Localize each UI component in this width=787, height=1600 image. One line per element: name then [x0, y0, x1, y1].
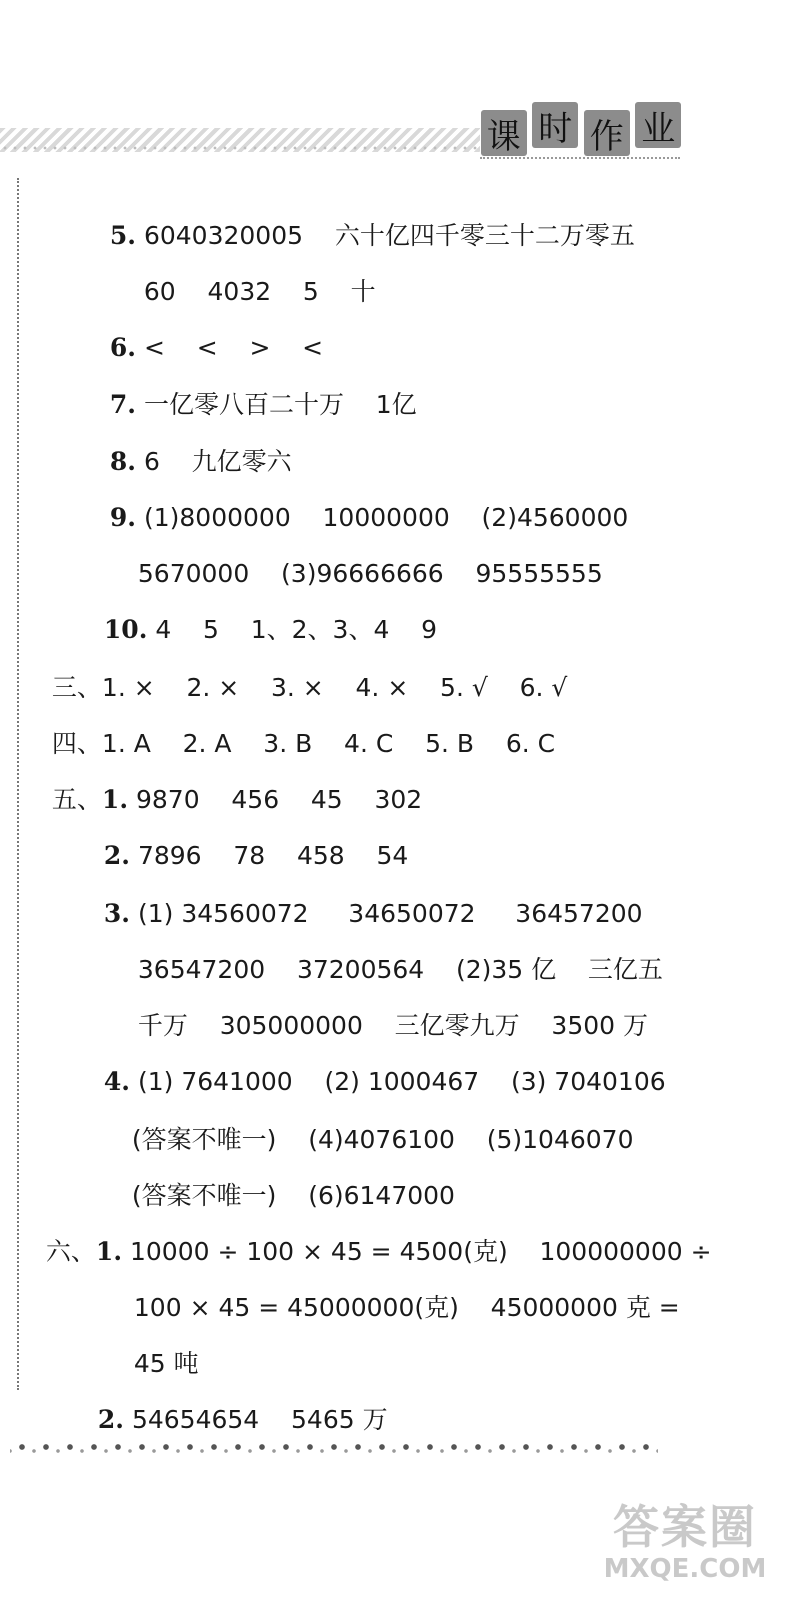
section-line-5: 五、1. 9870 456 45 302: [51, 785, 423, 814]
answer-line: 10. 4 5 1、2、3、4 9: [103, 615, 438, 644]
answer-line: 100 × 45 = 45000000(克) 45000000 克 =: [133, 1293, 680, 1322]
answer-line: 45 吨: [133, 1349, 199, 1378]
answer-line: 9. (1)8000000 10000000 (2)4560000: [109, 503, 629, 532]
answer-line: 3. (1) 34560072 34650072 36457200: [103, 899, 643, 928]
answer-line: 4. (1) 7641000 (2) 1000467 (3) 7040106: [103, 1067, 666, 1096]
title-char-shi: 时: [532, 102, 578, 148]
header-underline: [480, 157, 680, 159]
answer-line: (答案不唯一) (4)4076100 (5)1046070: [131, 1125, 634, 1154]
title-char-ye: 业: [635, 102, 681, 148]
section-title-banner: [478, 100, 684, 156]
answer-line: 36547200 37200564 (2)35 亿 三亿五: [137, 955, 663, 984]
answer-line: 千万 305000000 三亿零九万 3500 万: [137, 1011, 648, 1040]
answer-line: (答案不唯一) (6)6147000: [131, 1181, 455, 1210]
answer-line: 2. 7896 78 458 54: [103, 841, 409, 870]
answer-line: 6. < < > <: [109, 333, 324, 362]
watermark-logo: 答案圈 MXQE.COM: [603, 1500, 767, 1584]
title-char-ke: 课: [481, 110, 527, 156]
title-char-zuo: 作: [584, 110, 630, 156]
answer-line: 5. 6040320005 六十亿四千零三十二万零五: [109, 221, 635, 250]
answer-line: 8. 6 九亿零六: [109, 447, 292, 476]
answer-line: 5670000 (3)96666666 95555555: [137, 559, 603, 588]
section-line-3: 三、1. × 2. × 3. × 4. × 5. √ 6. √: [51, 673, 568, 702]
header-dotted-rule: [0, 146, 480, 150]
left-margin-rule: [17, 178, 19, 1390]
footer-dotted-border: [10, 1438, 658, 1456]
answer-line: 7. 一亿零八百二十万 1亿: [109, 390, 417, 419]
section-line-6: 六、1. 10000 ÷ 100 × 45 = 4500(克) 100000000 ÷: [45, 1237, 712, 1266]
section-line-4: 四、1. A 2. A 3. B 4. C 5. B 6. C: [51, 729, 556, 758]
answer-line: 60 4032 5 十: [143, 277, 376, 306]
answer-line: 2. 54654654 5465 万: [97, 1405, 388, 1434]
